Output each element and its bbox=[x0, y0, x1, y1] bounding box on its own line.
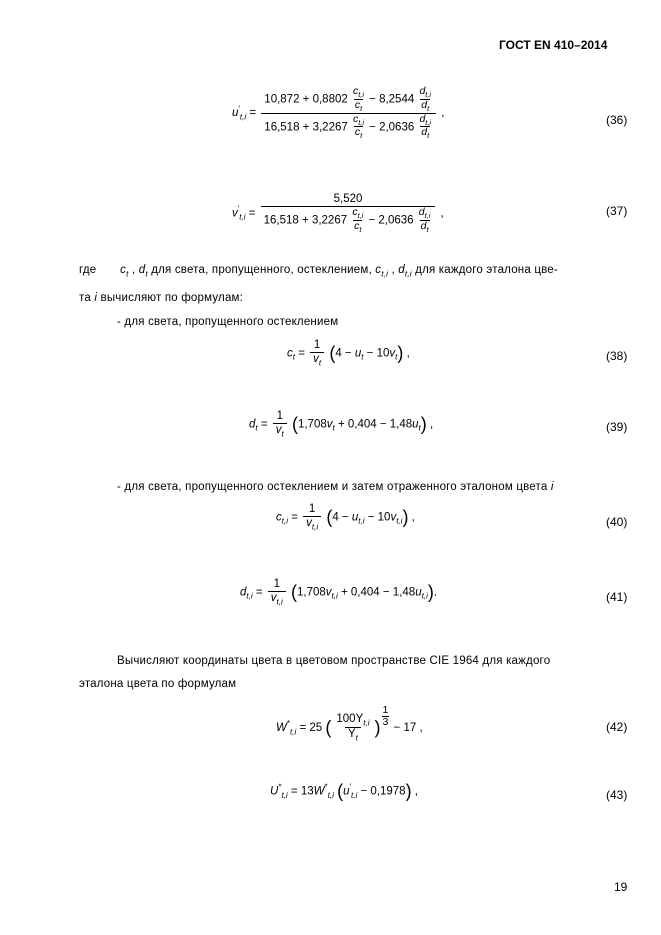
equation-number-39: (39) bbox=[606, 420, 628, 434]
equation-number-37: (37) bbox=[606, 204, 628, 218]
page-number: 19 bbox=[614, 880, 628, 894]
equation-43: $U^*_{t,i} = 13W^*_{t,i}$ $(u'_{t,i} - 0,1978)$ , bbox=[270, 781, 418, 801]
bullet-1: - для света, пропущенного остеклением bbox=[117, 316, 339, 328]
document-header: ГОСТ EN 410–2014 bbox=[499, 38, 608, 52]
equation-38: $c_t$ = $\frac{1}{v_t}$ $(4 - u_t - 10v_t)$ , bbox=[287, 339, 410, 368]
equation-39: $d_t$ = $\frac{1}{v_t}$ $(1,708v_t + 0,404 - 1,48u_t)$ , bbox=[249, 410, 434, 439]
equation-36: $u'_{t,i}$ = 10,872 + 0,8802 $\frac{c_{t,i}}{c_t}$ − 8,2544 $\frac{d_{t,i}}{d_t}$ 16,518 + 3,2267 $\frac{c_{t,i}}{c_t}$ − 2,0636 $\frac{d_{t,i}}{d_t}$ , bbox=[232, 85, 445, 141]
equation-42: $W^*_{t,i} = 25$ ( $\frac{100Y_{t,i}}{Y_t}$ ) $^{\frac{1}{3}}$ − 17 , bbox=[276, 704, 423, 743]
where-line-2: та i вычисляют по формулам: bbox=[79, 292, 244, 304]
paragraph-line-2: эталона цвета по формулам bbox=[79, 678, 237, 690]
equation-41: $d_{t,i}$ = $\frac{1}{v_{t,i}}$ $(1,708v_{t,i} + 0,404 - 1,48u_{t,i})$. bbox=[240, 578, 438, 607]
equation-40: $c_{t,i}$ = $\frac{1}{v_{t,i}}$ $(4 - u_{t,i} - 10v_{t,i})$ , bbox=[276, 503, 415, 532]
paragraph-line-1: Вычисляют координаты цвета в цветовом пространстве CIE 1964 для каждого bbox=[117, 655, 551, 667]
bullet-2: - для света, пропущенного остеклением и затем отраженного эталоном цвета i bbox=[117, 481, 554, 493]
equation-number-42: (42) bbox=[606, 720, 628, 734]
equation-number-43: (43) bbox=[606, 788, 628, 802]
equation-number-41: (41) bbox=[606, 590, 628, 604]
where-line: где $c_t$ , $d_t$ для света, пропущенного, остеклением, $c_{t,i}$ , $d_{t,i}$ для каждого эталона цве- bbox=[79, 264, 558, 279]
equation-number-40: (40) bbox=[606, 515, 628, 529]
equation-number-38: (38) bbox=[606, 349, 628, 363]
equation-37: $v'_{t,i}$ = 5,520 16,518 + 3,2267 $\frac{c_{t,i}}{c_t}$ − 2,0636 $\frac{d_{t,i}}{d_t}$ , bbox=[232, 193, 444, 235]
equation-number-36: (36) bbox=[606, 113, 628, 127]
